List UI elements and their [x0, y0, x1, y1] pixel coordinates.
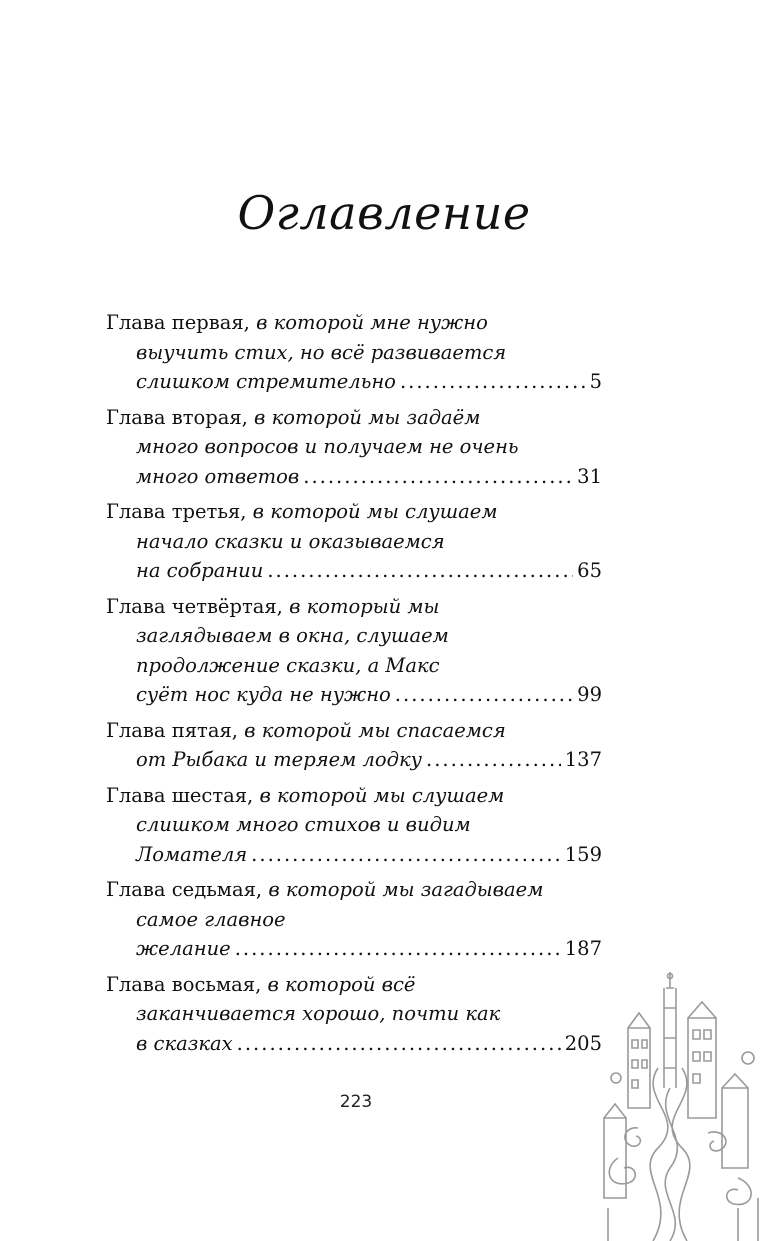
chapter-title: в которой мы задаём	[254, 405, 481, 429]
page-number: 31	[577, 464, 602, 488]
chapter-title: в которой мы слушаем	[252, 500, 498, 523]
leader-dots	[251, 840, 561, 870]
chapter-lead: Глава четвёртая,	[106, 594, 283, 618]
leader-dots	[237, 1029, 561, 1059]
toc-entry-1	[106, 308, 602, 397]
chapter-title: в которой мы загадываем	[268, 878, 544, 901]
chapter-title: желание	[136, 937, 231, 960]
toc-title: Оглавление	[237, 186, 531, 240]
chapter-lead: Глава пятая,	[106, 718, 238, 742]
chapter-title: от Рыбака и теряем лодку	[136, 748, 422, 771]
toc-entry-5	[106, 716, 602, 775]
chapter-title: начало сказки и оказываемся	[136, 529, 445, 553]
chapter-title: в который мы	[289, 594, 440, 618]
toc-entry-4	[106, 592, 602, 710]
chapter-title: Ломателя	[136, 842, 248, 866]
chapter-title: самое главное	[136, 907, 286, 931]
chapter-lead: Глава вторая,	[106, 405, 248, 429]
city-ornament-illustration	[598, 968, 768, 1241]
chapter-title: в которой мы слушаем	[259, 783, 505, 807]
toc-entry-7	[106, 875, 602, 964]
chapter-title: суёт нос куда не нужно	[136, 683, 391, 706]
folio-page-number: 223	[339, 1092, 373, 1112]
chapter-title: слишком стремительно	[136, 370, 396, 393]
leader-dots	[303, 462, 573, 492]
chapter-title: в сказках	[136, 1031, 233, 1055]
page-number: 99	[577, 683, 602, 706]
leader-dots	[267, 556, 573, 586]
toc-entry-2	[106, 403, 602, 492]
chapter-lead: Глава третья,	[106, 500, 247, 523]
leader-dots	[426, 745, 561, 775]
chapter-title: на собрании	[136, 559, 264, 582]
chapter-title: много ответов	[136, 464, 300, 488]
chapter-title: в которой мне нужно	[256, 311, 488, 334]
leader-dots	[395, 680, 573, 710]
page-number: 159	[564, 842, 602, 866]
chapter-title: заканчивается хорошо, почти как	[136, 1002, 501, 1025]
page-number: 187	[564, 937, 602, 960]
chapter-title: слишком много стихов и видим	[136, 813, 471, 836]
page-number: 205	[564, 1031, 602, 1055]
leader-dots	[235, 934, 561, 964]
chapter-title: заглядываем в окна, слушаем	[136, 624, 449, 647]
chapter-title: выучить стих, но всё развивается	[136, 340, 507, 364]
toc-entry-8	[106, 970, 602, 1059]
leader-dots	[400, 367, 586, 397]
chapter-title: в которой всё	[267, 972, 416, 996]
chapter-title: много вопросов и получаем не очень	[136, 435, 519, 458]
page-number: 65	[577, 559, 602, 582]
chapter-title: продолжение сказки, а Макс	[136, 653, 440, 677]
page-number: 137	[564, 748, 602, 771]
chapter-lead: Глава восьмая,	[106, 972, 262, 996]
page-number: 5	[589, 370, 602, 393]
chapter-lead: Глава шестая,	[106, 783, 254, 807]
toc-entry-6	[106, 781, 602, 870]
chapter-title: в которой мы спасаемся	[244, 718, 506, 742]
chapter-lead: Глава первая,	[106, 311, 250, 334]
table-of-contents	[106, 308, 602, 1064]
toc-entry-3	[106, 497, 602, 586]
chapter-lead: Глава седьмая,	[106, 878, 263, 901]
